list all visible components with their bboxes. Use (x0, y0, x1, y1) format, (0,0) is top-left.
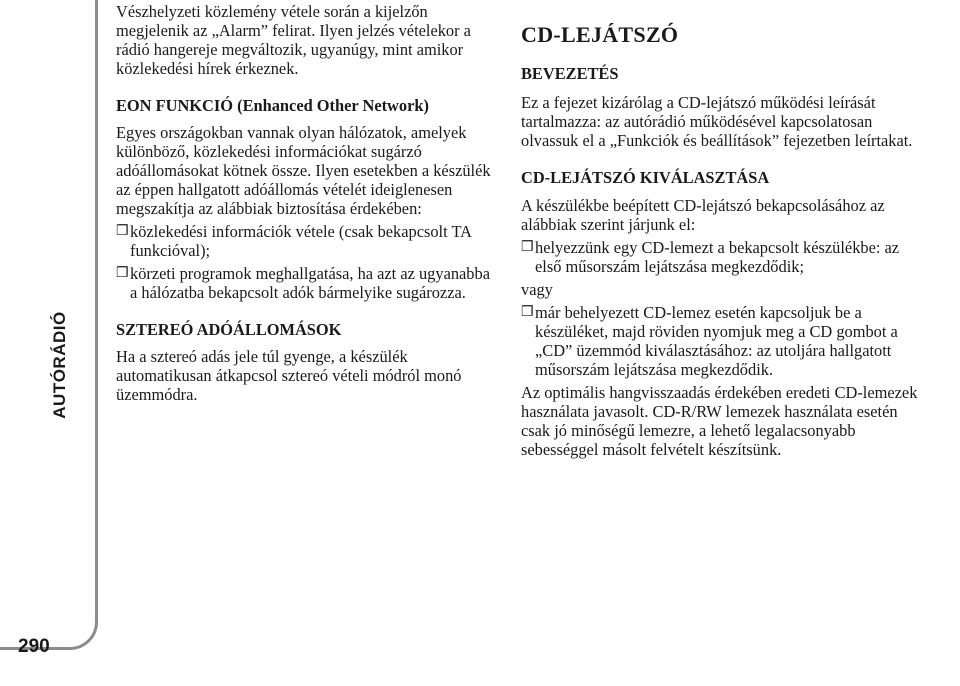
list-item (521, 303, 921, 379)
section-tab-border (0, 0, 98, 650)
page-title: CD-LEJÁTSZÓ (521, 22, 679, 47)
intro-paragraph: Ez a fejezet kizárólag a CD-lejátszó működési leírását tartalmazza: az autórádió működésével kapcsolatosan olvassuk el a „Funkciók és beállítások” fejezetben leírtakat. (521, 93, 913, 150)
checkbox-bullet-icon: ❒ (521, 305, 534, 320)
checkbox-bullet-icon: ❒ (116, 224, 129, 239)
or-text: vagy (521, 280, 553, 299)
eon-heading: EON FUNKCIÓ (Enhanced Other Network) (116, 96, 429, 115)
quality-paragraph: Az optimális hangvisszaadás érdekében eredeti CD-lemezek használata javasolt. CD-R/RW lemezek használata esetén csak jó minőségű lemezre, a lehető legalacsonyabb sebességgel másolt felvételt készítsünk. (521, 383, 918, 459)
left-column (116, 2, 496, 404)
page-number: 290 (18, 636, 50, 657)
list-item (116, 264, 496, 302)
checkbox-bullet-icon: ❒ (521, 240, 534, 255)
intro-heading: BEVEZETÉS (521, 64, 619, 83)
list-item (116, 222, 496, 260)
checkbox-bullet-icon: ❒ (116, 266, 129, 281)
list-item (521, 238, 921, 276)
list-item-text: már behelyezett CD-lemez esetén kapcsoljuk be a készüléket, majd röviden nyomjuk meg a CD gombot a „CD” üzemmód kiválasztásához: az utoljára hallgatott műsorszám lejátszása megkezdődik. (535, 303, 898, 379)
right-column (521, 22, 921, 459)
list-item-text: körzeti programok meghallgatása, ha azt az ugyanabba a hálózatba bekapcsolt adók bármelyike sugározza. (130, 264, 490, 302)
list-item-text: közlekedési információk vétele (csak bekapcsolt TA funkcióval); (130, 222, 472, 260)
select-heading: CD-LEJÁTSZÓ KIVÁLASZTÁSA (521, 168, 770, 187)
select-paragraph: A készülékbe beépített CD-lejátszó bekapcsolásához az alábbiak szerint járjunk el: (521, 196, 885, 234)
section-label: AUTÓRÁDIÓ (50, 311, 69, 419)
list-item-text: helyezzünk egy CD-lemezt a bekapcsolt készülékbe: az első műsorszám lejátszása megkezdődik; (535, 238, 900, 276)
stereo-paragraph: Ha a sztereó adás jele túl gyenge, a készülék automatikusan átkapcsol sztereó vételi módról monó üzemmódra. (116, 347, 462, 404)
stereo-heading: SZTEREÓ ADÓÁLLOMÁSOK (116, 320, 342, 339)
alarm-paragraph: Vészhelyzeti közlemény vétele során a kijelzőn megjelenik az „Alarm” felirat. Ilyen jelzés vételekor a rádió hangereje megváltozik, ugyanúgy, mint amikor közlekedési hírek érkeznek. (116, 2, 471, 78)
eon-paragraph: Egyes országokban vannak olyan hálózatok, amelyek különböző, közlekedési információkat sugárzó adóállomásokat kötnek össze. Ilyen esetekben a készülék az éppen hallgatott adóállomás vételét ideiglenesen megszakítja az alábbiak biztosítása érdekében: (116, 123, 491, 218)
